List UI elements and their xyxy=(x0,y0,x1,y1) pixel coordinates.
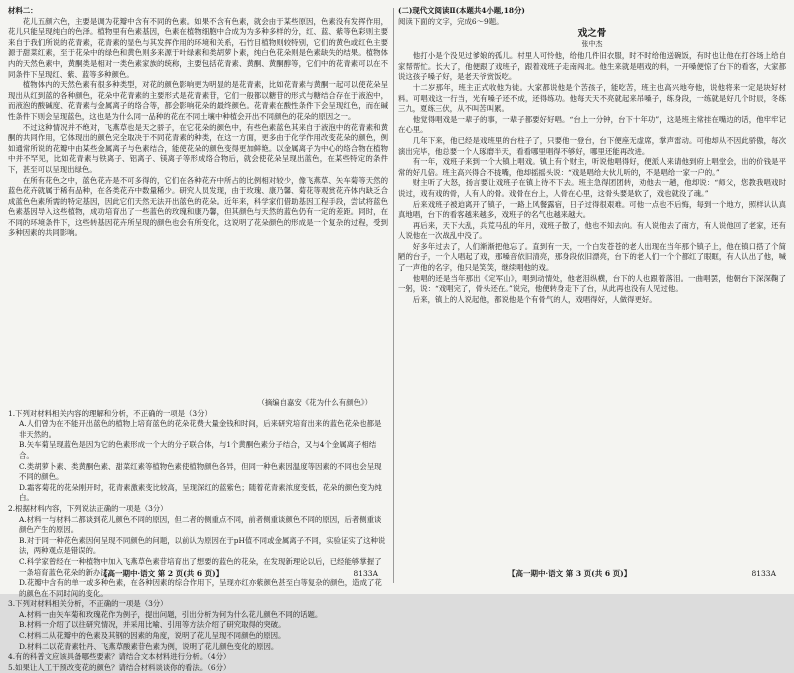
material-two xyxy=(8,6,388,398)
story-paragraph: 好多年过去了，人们渐渐把他忘了。直到有一天，一个白发苍苍的老人出现在当年那个镇子上，他在镇口搭了个简陋的台子，一个人唱起了戏，那嗓音依旧清亮，那身段依旧漂亮，台下的老人们一个个都红了眼眶，有人认出了他，喊了一声他的名字，他只是笑笑，继续唱他的戏。 xyxy=(398,241,786,273)
material-label: 材料二： xyxy=(8,6,38,15)
question-2-option-b: B.对于同一种花色素因何呈现不同颜色的问题，以前认为原因在于pH值不同或金属离子不同，实验证实了这种说法，两种观点是错误的。 xyxy=(19,535,386,556)
question-2-option-d: D.花瓣中含有的单一或多种色素，在各种因素的综合作用下，呈现亦红亦紫颜色甚至白等复杂的颜色，造成了花的颜色在不同时间的变化。 xyxy=(19,578,382,598)
material-paragraph: 在所有花色之中，蓝色花卉是不可多得的，它们在各种花卉中所占的比例相对较少，像飞燕草、矢车菊等天然的蓝色花卉就属于稀有品种，在各类花卉中数量稀少。研究人员发现，由于玫瑰、康乃馨、菊花等观赏花卉体内缺乏合成蓝色色素所需的特定基因，因此它们天然无法开出蓝色的花朵。近年来，科学家们借助基因工程手段，尝试将蓝色色素基因导入这些植物，成功培育出了一些蓝色的玫瑰和康乃馨，但其颜色与天然的蓝色仍有一定的差距。同时，在不同的环境条件下，这些转基因花卉所呈现的颜色也会有所变化，这说明了花朵颜色的形成是一个复杂的过程，受到多种因素的共同影响。 xyxy=(8,175,388,238)
story-paragraph: 他唱的还是当年那出《定军山》，唱到动情处，他老泪纵横，台下的人也跟着落泪。一曲唱罢，他朝台下深深鞠了一躬，说：“戏唱完了，骨头还在。”说完，他便转身走下了台，从此再也没有人见过他。 xyxy=(398,273,786,294)
question-2-option-a: A.材料一与材料二都谈到花儿颜色不同的原因，但二者的侧重点不同，前者侧重谈颜色不同的原因，后者侧重谈颜色产生的原因。 xyxy=(19,514,382,535)
footer-page-label: 【高一期中·语文 第 3 页(共 6 页)】 xyxy=(508,569,632,578)
story-paragraph: 他打小是个没见过爹娘的孤儿。村里人可怜他，给他几件旧衣服，时不时给他送碗饭，有时也让他在打谷场上给自家帮帮忙。长大了，他便跟了戏班子，跟着戏班子走南闯北。他生来就是唱戏的料，一开嗓便惊了台下的看客，大家都说这孩子嗓子好，是老天爷赏饭吃。 xyxy=(398,51,786,82)
footer-page-label: 【高一期中·语文 第 2 页(共 6 页)】 xyxy=(100,569,224,578)
story-paragraph: 后来戏班子被迫离开了镇子，一路上风餐露宿，日子过得很艰难。可他一点也不后悔，每到一个地方，照样认认真真地唱，台下的看客越来越多，戏班子的名气也越来越大。 xyxy=(398,199,786,220)
question-1 xyxy=(8,409,388,504)
page-2 xyxy=(8,6,388,672)
story-paragraph: 有一年，戏班子来到一个大镇上唱戏。镇上有个财主，听说他唱得好，便派人来请他到府上唱堂会，出的价钱是平常的好几倍。班主高兴得合不拢嘴，他却摇摇头说：“戏是唱给大伙儿听的，不是唱给一家一户的。” xyxy=(398,157,786,177)
section-instruction: 阅读下面的文字，完成6～9题。 xyxy=(398,16,504,26)
material-paragraph: 花儿五颜六色，主要是调为花瓣中含有不同的色素。如果不含有色素，就会由于某些原因，色素没有发挥作用，花儿只能呈现纯白的色泽。植物里有色素基因，色素在植物细胞中合成为为多种多样的分，红、蓝、紫等色彩则主要来自于我们所说的花青素，花青素的显色与其发挥作用的环境和关系，石竹目植物则较特别，它们的黄色或红色主要源于甜菜红素，至于花朵中的绿色和黄色则多来源于叶绿素和类胡萝卜素，纯白色花朵则是色素缺失的结果。植物体内的天然色素中，黄酮类是相对一类色素家族的统称，主要包括花青素、黄酮、黄酮醇等，它们中的花青素可以在不同条件下呈现红、紫、蓝等多种颜色。 xyxy=(8,16,388,79)
story-paragraph: 几年下来，他已经是戏班里的台柱子了，只要他一登台，台下便座无虚席，掌声雷动。可他却从不因此骄傲，每次演出完毕，他总要一个人琢磨半天，看看哪里唱得不够好，哪里还能再改进。 xyxy=(398,135,786,156)
page-footer xyxy=(8,568,388,580)
story-title: 戏之骨 xyxy=(577,28,607,40)
question-1-option-c: C.类胡萝卜素、类黄酮色素、甜菜红素等植物色素使植物颜色各异，但同一种色素因温度等因素的不同也会呈现不同的颜色。 xyxy=(19,461,382,482)
story-body xyxy=(398,51,786,527)
page-footer xyxy=(398,568,786,580)
question-4: 4.有的科普文应该具备哪些要素？请结合文本材料进行分析。（4分） xyxy=(8,652,231,662)
story-paragraph: 他觉得唱戏是一辈子的事，一辈子都要好好唱。“台上一分钟，台下十年功”，这是班主常挂在嘴边的话，他牢牢记在心里。 xyxy=(398,114,786,135)
story-paragraph: 财主听了大怒，扬言要让戏班子在镇上待不下去。班主急得团团转，劝他去一趟，他却说：“师父，您教我唱戏时说过，戏有戏的骨，人有人的骨。戏骨在台上，人骨在心里，这骨头要是软了，戏也就没了魂。” xyxy=(398,178,786,198)
question-2-stem: 2.根据材料内容，下列说法正确的一项是（3分） xyxy=(8,503,168,513)
question-2 xyxy=(8,504,388,599)
question-1-option-a: A.人们曾为在不能开出蓝色的植物上培育蓝色的花朵花费大量金钱和时间，后来研究培育出来的蓝色花朵也都是非天然的。 xyxy=(19,419,382,439)
question-3-option-d: D.材料二以花青素牡丹、飞燕草酸素苷色素为例，说明了花儿颜色变化的原因。 xyxy=(19,641,279,651)
page-divider xyxy=(393,8,394,583)
story-paragraph: 十二岁那年，班主正式收他为徒。大家都说他是个苦孩子，能吃苦，班主也高兴地夸他，说他将来一定是块好材料。可唱戏这一行当，光有嗓子还不成，还得练功。他每天天不亮就起来吊嗓子，练身段，一练就是好几个时辰，冬练三九，夏练三伏，从不叫苦叫累。 xyxy=(398,82,786,114)
story-paragraph: 后来，镇上的人说起他，都说他是个有骨气的人，戏唱得好，人做得更好。 xyxy=(412,294,657,304)
question-3-option-c: C.材料二从花瓣中的色素及其钢的因素的角度，说明了花儿呈现不同颜色的原因。 xyxy=(19,631,286,641)
story-paragraph: 再后来，天下大乱，兵荒马乱的年月，戏班子散了，他也不知去向。有人说他去了南方，有人说他回了老家，还有人说他在一次战乱中没了。 xyxy=(398,220,786,241)
question-1-option-d: D.霜客菊花的花朵刚开时，花青素激素变比较高，呈现深红的蓝紫色；随着花青素浓度变低，花朵的颜色变为纯白。 xyxy=(19,482,382,503)
material-paragraph: 不过这种情况并不绝对，飞燕草也是天之骄子，在它花朵的颜色中，有些色素蓝色其来自于液泡中的花青素和黄酮的共同作用，它体现出的颜色完全取决于不同花青素的种类，在这一方面，更多由于化学作用改变花朵的颜色，例如通常所说的花瓣中由某些金属离子与色素结合，能使花朵的颜色变得更加鲜艳。以金属离子为中心的络合物在植物中并不罕见，比如花青素与铁离子、铝离子、镁离子等形成络合物后，就会使花朵呈现出蓝色，在某些特定的条件下，甚至可以呈现出绿色。 xyxy=(8,122,388,174)
question-3-stem: 3.下列对材料相关分析，不正确的一项是（3分） xyxy=(8,599,168,609)
page-3 xyxy=(398,6,786,582)
question-3-option-b: B.材料一介绍了以往研究情况，并采用比喻、引用等方法介绍了研究取得的突破。 xyxy=(19,620,286,630)
material-source: （摘编自嘉安《花为什么有颜色》） xyxy=(257,398,372,407)
section-header: (二)现代文阅读Ⅱ(本题共4小题,18分) xyxy=(398,6,525,15)
question-5: 5.如果让人工干预改变花的颜色？请结合材料谈谈你的看法。（6分） xyxy=(8,662,231,672)
question-2-option-c: C.科学家曾经在一种植物中加入飞燕草色素苷培育出了想要的蓝色的花朵，在发现新理论以后，已经能够掌握了一条培育蓝色花朵的新办法。 xyxy=(19,556,382,577)
story-author: 张中杰 xyxy=(581,40,603,49)
footer-code: 8133A xyxy=(751,569,776,578)
question-1-stem: 1.下列对材料相关内容的理解和分析，不正确的一项是（3分） xyxy=(8,408,212,418)
question-3 xyxy=(8,599,388,652)
material-paragraph: 植物体内的天然色素有很多种类型，对花的颜色影响更为明显的是花青素，比如花青素与黄酮一起可以使花朵呈现出从红到蓝的各种颜色，花朵中花青素的主要形式是花青素苷，它们一般都以糖苷的形式与糖结合存在于液泡中，而液泡的酸碱度、花青素与金属离子的络合等，都会影响花朵的最终颜色。花青素在酸性条件下会呈现红色，而在碱性条件下则会呈现蓝色，这也是为什么同一品种的花在不同土壤中种植会开出不同颜色的花朵的原因之一。 xyxy=(8,80,388,121)
footer-code: 8133A xyxy=(353,569,378,578)
question-1-option-b: B.矢车菊呈现蓝色是因为它的色素形成一个大的分子联合体，与1个黄酮色素分子结合，又与4个金属离子相结合。 xyxy=(19,440,377,460)
question-3-option-a: A.材料一由矢车菊和玫瑰花作为例子，提出问题，引出分析为何为什么花儿颜色不同的话题。 xyxy=(19,609,323,619)
